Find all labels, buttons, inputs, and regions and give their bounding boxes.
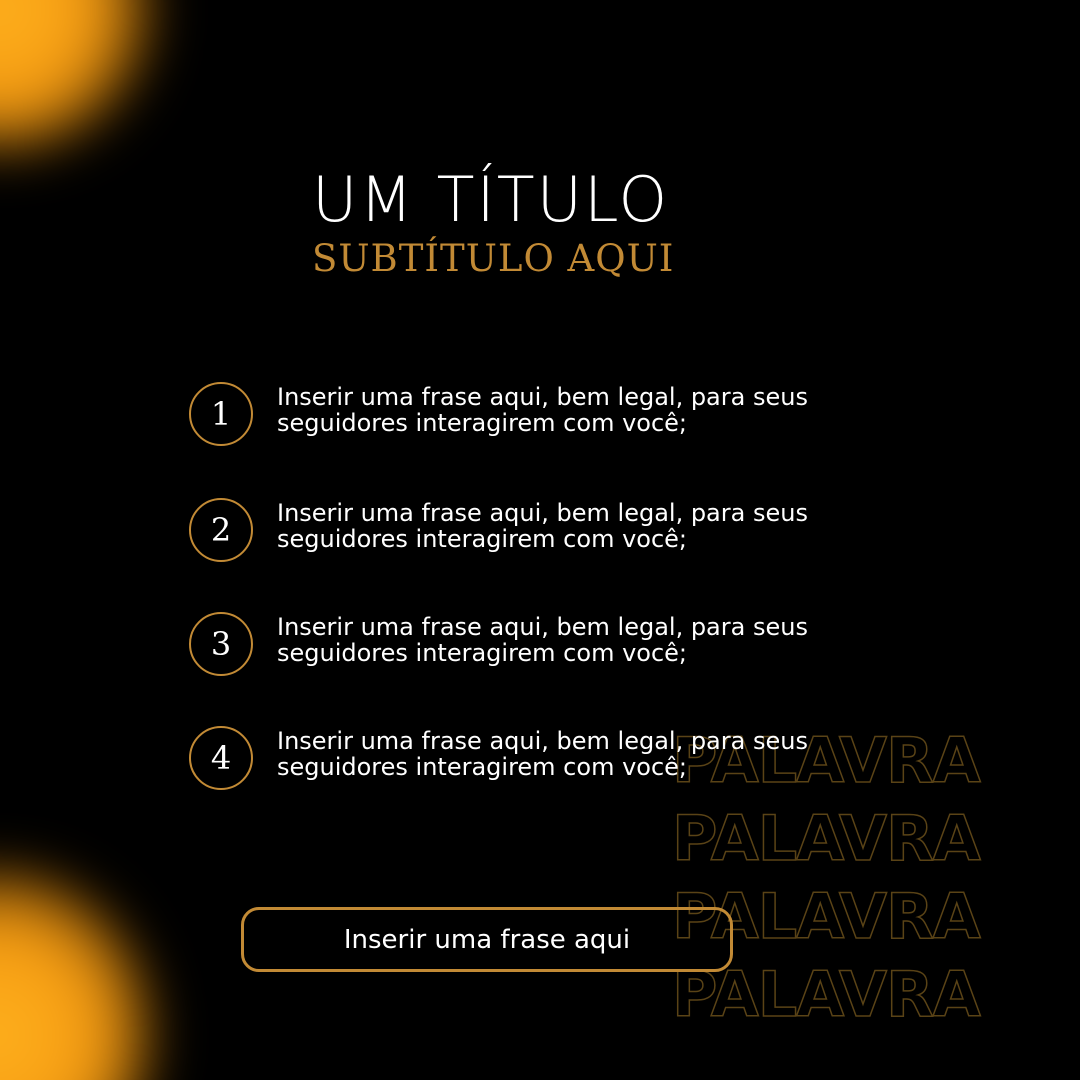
list-item	[189, 726, 829, 796]
list-item-text: Inserir uma frase aqui, bem legal, para seus seguidores interagirem com você;	[277, 613, 808, 667]
orange-glow-bottom	[0, 870, 150, 1080]
number-circle: 4	[189, 726, 253, 790]
page-title: UM TÍTULO	[312, 163, 670, 236]
list-item	[189, 498, 829, 568]
decorative-word: PALAVRA	[672, 724, 980, 797]
number-circle: 3	[189, 612, 253, 676]
list-item-text: Inserir uma frase aqui, bem legal, para seus seguidores interagirem com você;	[277, 499, 808, 553]
list-item	[189, 382, 829, 452]
list-item	[189, 612, 829, 682]
orange-glow-top	[0, 0, 150, 150]
list-item-text: Inserir uma frase aqui, bem legal, para seus seguidores interagirem com você;	[277, 383, 808, 437]
decorative-word: PALAVRA	[672, 958, 980, 1031]
cta-button[interactable]: Inserir uma frase aqui	[241, 907, 733, 972]
decorative-word: PALAVRA	[672, 880, 980, 953]
number-circle: 2	[189, 498, 253, 562]
number-circle: 1	[189, 382, 253, 446]
list-item-text: Inserir uma frase aqui, bem legal, para seus seguidores interagirem com você;	[277, 727, 808, 781]
page-subtitle: SUBTÍTULO AQUI	[312, 237, 675, 280]
decorative-word: PALAVRA	[672, 802, 980, 875]
